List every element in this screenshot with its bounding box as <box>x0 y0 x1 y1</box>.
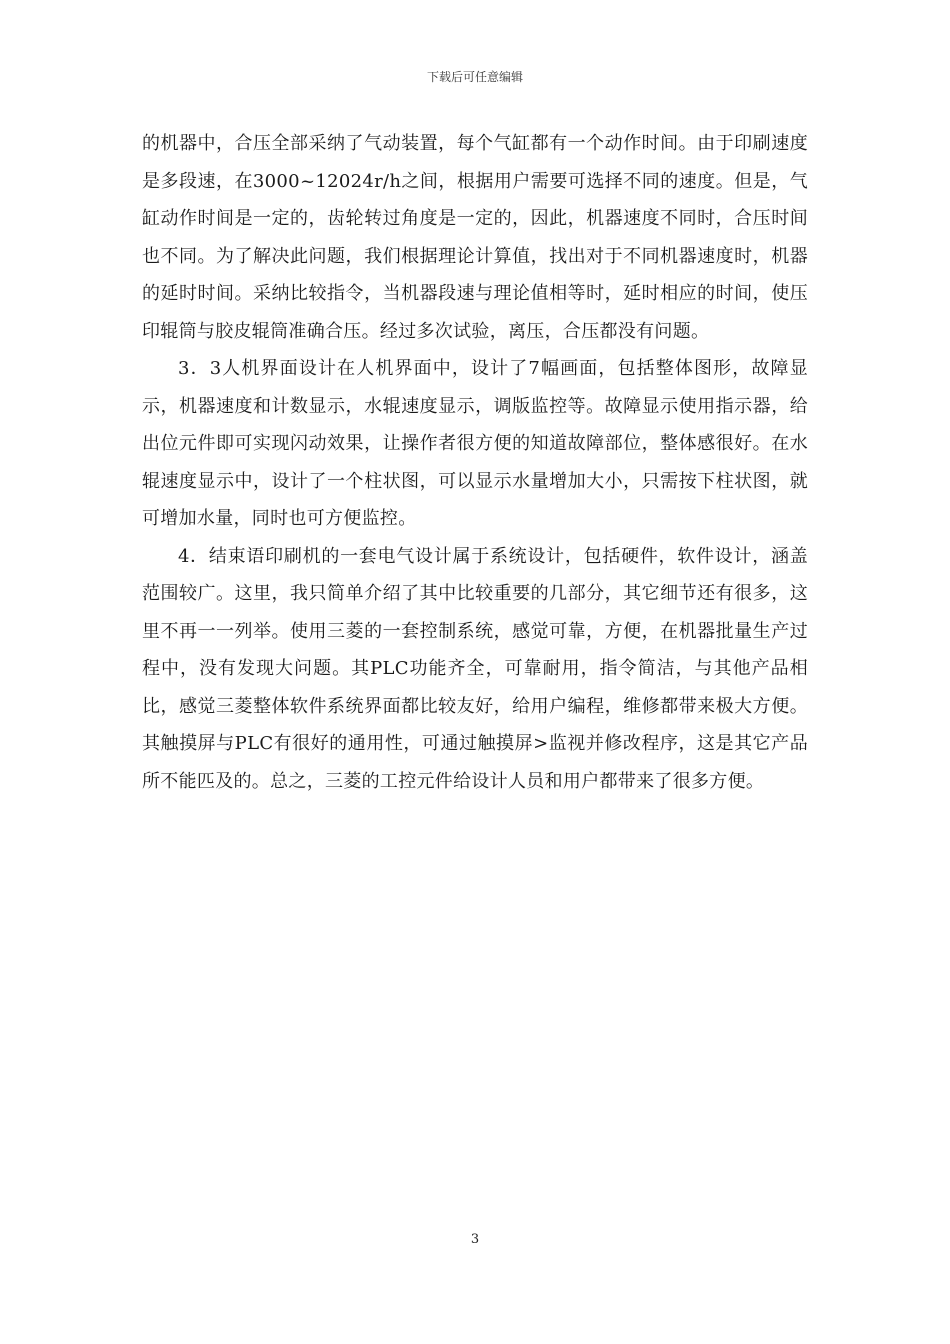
paragraph-continuation: 的机器中，合压全部采纳了气动装置，每个气缸都有一个动作时间。由于印刷速度是多段速，在3000~12024r/h之间，根据用户需要可选择不同的速度。但是，气缸动作时间是一定的，齿轮转过角度是一定的，因此，机器速度不同时，合压时间也不同。为了解决此问题，我们根据理论计算值，找出对于不同机器速度时，机器的延时时间。采纳比较指令，当机器段速与理论值相等时，延时相应的时间，使压印辊筒与胶皮辊筒准确合压。经过多次试验，离压，合压都没有问题。 <box>142 133 808 342</box>
document-body <box>142 125 808 800</box>
page-number: 3 <box>470 1232 480 1247</box>
paragraph-conclusion: 4．结束语印刷机的一套电气设计属于系统设计，包括硬件，软件设计，涵盖范围较广。这里，我只简单介绍了其中比较重要的几部分，其它细节还有很多，这里不再一一列举。使用三菱的一套控制系统，感觉可靠，方便，在机器批量生产过程中，没有发现大问题。其PLC功能齐全，可靠耐用，指令简洁，与其他产品相比，感觉三菱整体软件系统界面都比较友好，给用户编程，维修都带来极大方便。其触摸屏与PLC有很好的通用性，可通过触摸屏>监视并修改程序，这是其它产品所不能匹及的。总之，三菱的工控元件给设计人员和用户都带来了很多方便。 <box>142 545 808 792</box>
page-header: 下载后可任意编辑 <box>426 70 523 84</box>
paragraph-hmi-design: 3．3人机界面设计在人机界面中，设计了7幅画面，包括整体图形，故障显示，机器速度和计数显示，水辊速度显示，调版监控等。故障显示使用指示器，给出位元件即可实现闪动效果，让操作者很方便的知道故障部位，整体感很好。在水辊速度显示中，设计了一个柱状图，可以显示水量增加大小，只需按下柱状图，就可增加水量，同时也可方便监控。 <box>142 358 808 529</box>
